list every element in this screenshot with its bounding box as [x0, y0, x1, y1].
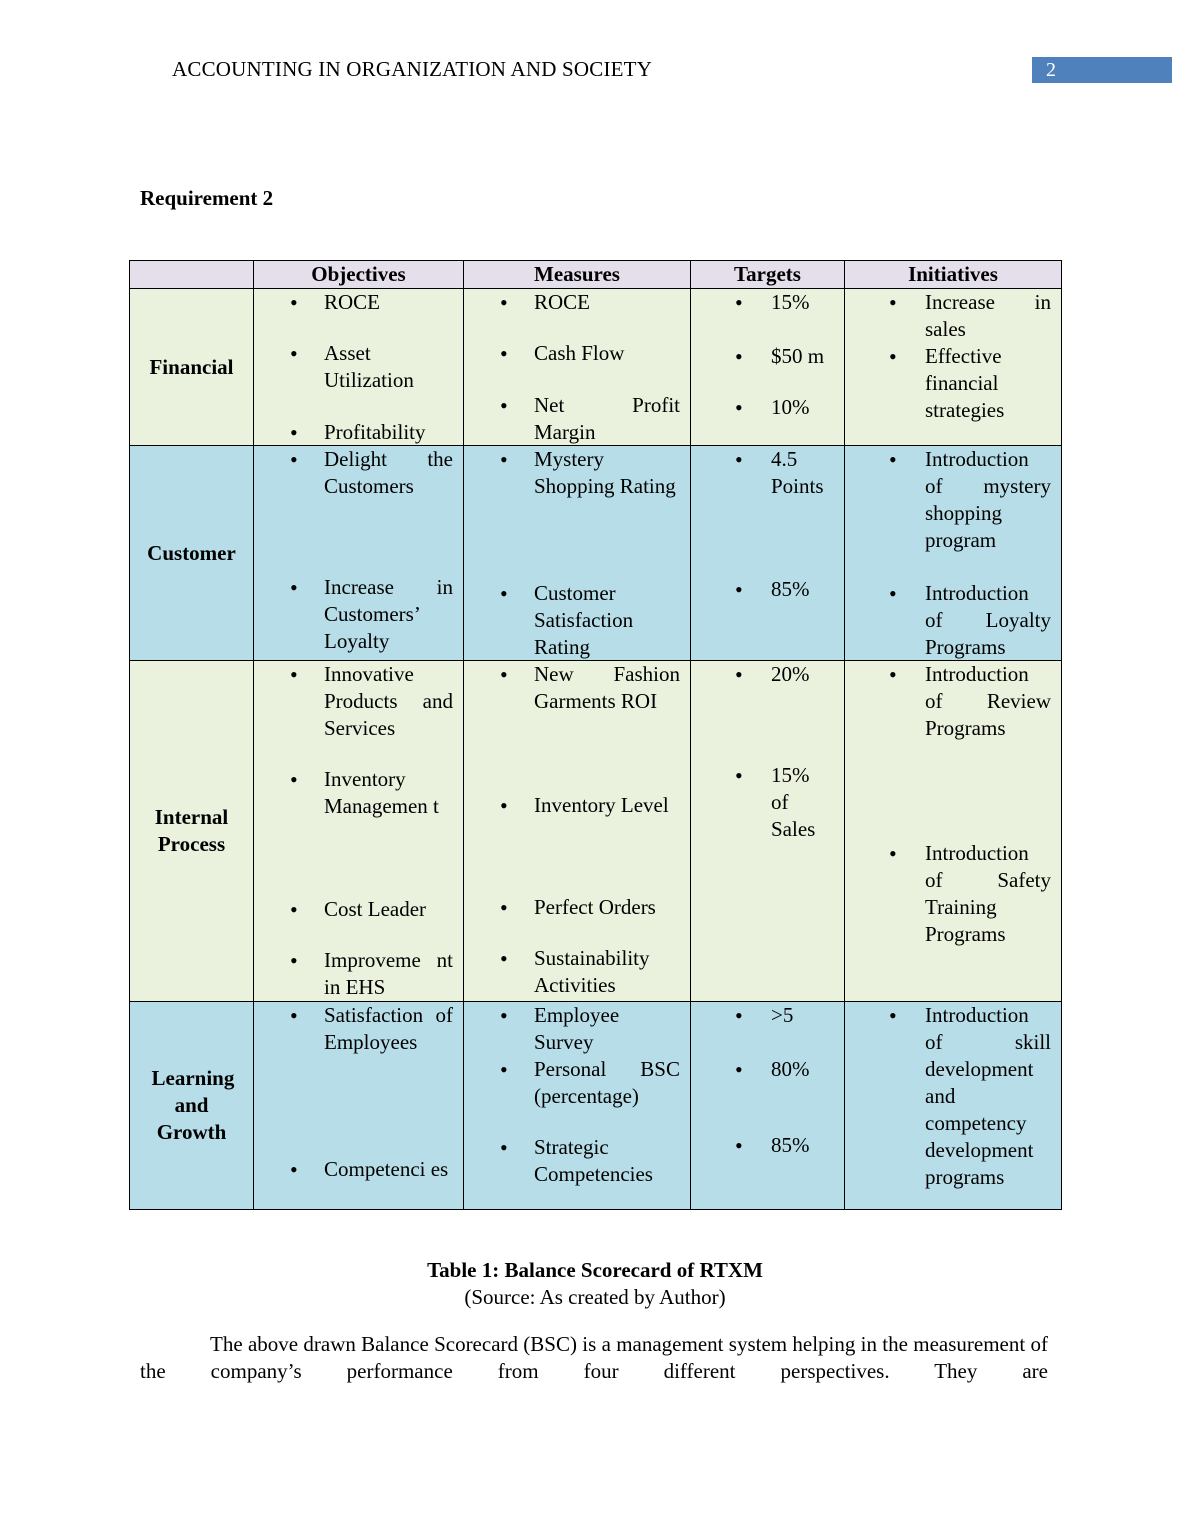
table-caption-source: (Source: As created by Author): [464, 1285, 726, 1309]
list-item: • Introduction of Review Programs: [889, 662, 1051, 740]
list-item: • 20%: [735, 662, 810, 687]
list-item: • ROCE: [500, 290, 591, 315]
list-item: • ROCE: [290, 290, 381, 315]
list-item: • 15%: [735, 290, 810, 315]
list-item: • Introduction of Loyalty Programs: [889, 581, 1051, 659]
list-item: • Inventory Managemen t: [290, 767, 439, 818]
objectives-cell: [254, 289, 464, 446]
requirement-heading: Requirement 2: [140, 186, 274, 210]
list-item: • Net Profit Margin: [500, 393, 680, 444]
list-item: • Mystery Shopping Rating: [500, 447, 676, 498]
list-item: • Employee Survey: [500, 1003, 620, 1054]
list-item: • New Fashion Garments ROI: [500, 662, 680, 713]
table-header-row: [130, 261, 1062, 289]
running-header-title: ACCOUNTING IN ORGANIZATION AND SOCIETY: [172, 57, 653, 81]
list-item: • 10%: [735, 395, 810, 420]
list-item: • Competenci es: [290, 1157, 449, 1182]
body-paragraph: The above drawn Balance Scorecard (BSC) is a management system helping in the measurement of the company’s performance from four different perspectives. They are: [140, 1332, 1048, 1383]
initiatives-cell: [845, 446, 1062, 661]
column-header: Initiatives: [845, 261, 1062, 289]
list-item: • Innovative Products and Services: [290, 662, 453, 740]
list-item: • Asset Utilization: [290, 341, 414, 392]
list-item: • 80%: [735, 1057, 810, 1082]
table-caption-title: Table 1: Balance Scorecard of RTXM: [427, 1258, 763, 1282]
list-item: • Sustainability Activities: [500, 946, 650, 997]
list-item: • Introduction of Safety Training Programs: [889, 841, 1051, 946]
measures-cell: [464, 289, 691, 446]
list-item: • Cash Flow: [500, 341, 625, 366]
list-item: • 85%: [735, 1133, 810, 1158]
table-row: [130, 1002, 1062, 1210]
balanced-scorecard-table: [129, 260, 1062, 1210]
objectives-cell: [254, 661, 464, 1002]
list-item: • Personal BSC (percentage): [500, 1057, 680, 1108]
objectives-cell: [254, 1002, 464, 1210]
column-header: Objectives: [254, 261, 464, 289]
objectives-cell: [254, 446, 464, 661]
list-item: • Effective financial strategies: [889, 344, 1005, 422]
initiatives-cell: [845, 1002, 1062, 1210]
list-item: • Strategic Competencies: [500, 1135, 653, 1186]
targets-cell: [691, 1002, 845, 1210]
initiatives-cell: [845, 661, 1062, 1002]
list-item: • >5: [735, 1003, 794, 1028]
list-item: • Inventory Level: [500, 793, 669, 818]
list-item: • 4.5 Points: [735, 447, 824, 498]
perspective-cell: [130, 1002, 254, 1210]
list-item: • Introduction of skill development and competency development programs: [889, 1003, 1051, 1189]
list-item: • Increase in sales: [889, 290, 1051, 341]
list-item: • Profitability: [290, 420, 426, 445]
list-item: • Improveme nt in EHS: [290, 948, 453, 999]
table-row: [130, 289, 1062, 446]
list-item: • $50 m: [735, 344, 825, 369]
list-item: • Increase in Customers’ Loyalty: [290, 575, 453, 653]
list-item: • Cost Leader: [290, 897, 427, 922]
measures-cell: [464, 1002, 691, 1210]
list-item: • 15% of Sales: [735, 763, 816, 841]
list-item: • Customer Satisfaction Rating: [500, 581, 634, 659]
list-item: • 85%: [735, 577, 810, 602]
table-row: [130, 446, 1062, 661]
list-item: • Delight the Customers: [290, 447, 453, 498]
column-header: Targets: [691, 261, 845, 289]
perspective-cell: Financial: [130, 289, 254, 446]
table-row: [130, 661, 1062, 1002]
measures-cell: [464, 661, 691, 1002]
list-item: • Introduction of mystery shopping program: [889, 447, 1051, 552]
column-header: [130, 261, 254, 289]
list-item: • Perfect Orders: [500, 895, 656, 920]
perspective-cell: Internal Process: [130, 661, 254, 1002]
column-header: Measures: [464, 261, 691, 289]
page-number: 2: [1032, 57, 1172, 83]
targets-cell: [691, 661, 845, 1002]
perspective-label: Learning and Growth: [151, 1066, 235, 1144]
measures-cell: [464, 446, 691, 661]
targets-cell: [691, 446, 845, 661]
initiatives-cell: [845, 289, 1062, 446]
targets-cell: [691, 289, 845, 446]
list-item: • Satisfaction of Employees: [290, 1003, 453, 1054]
perspective-cell: Customer: [130, 446, 254, 661]
